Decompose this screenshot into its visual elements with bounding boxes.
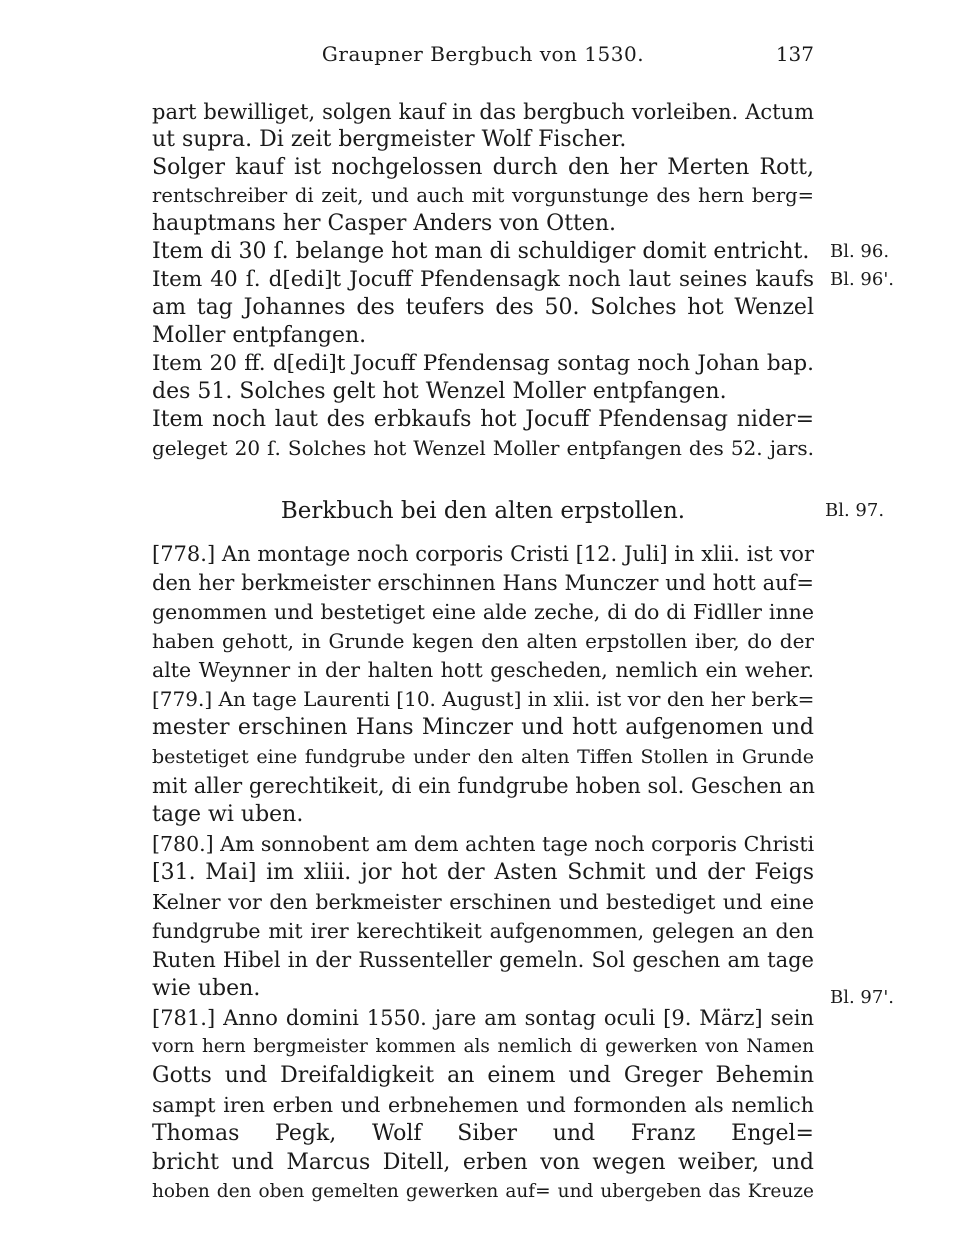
text-line: mester erschinen Hans Minczer und hott aufgenomen und <box>152 715 814 740</box>
text-line: genommen und bestetiget eine alde zeche, di do di Fidller inne <box>152 600 814 624</box>
text-line: hoben den oben gemelten gewerken auf= und ubergeben das Kreuze <box>152 1181 814 1202</box>
text-line: am tag Johannes des teufers des 50. Solches hot Wenzel <box>152 295 814 320</box>
text-line: vorn hern bergmeister kommen als nemlich di gewerken von Namen <box>152 1036 814 1057</box>
text-line: Item noch laut des erbkaufs hot Jocuff Pfendensag nider= <box>152 407 814 432</box>
page-number: 137 <box>775 42 814 66</box>
text-line: bricht und Marcus Ditell, erben von wegen weiber, und <box>152 1150 814 1175</box>
text-line: bestetiget eine fundgrube under den alten Tiffen Stollen in Grunde <box>152 746 814 768</box>
margin-note-folio: Bl. 96'. <box>830 269 895 290</box>
text-line: geleget 20 ſ. Solches hot Wenzel Moller entpfangen des 52. jars. <box>152 436 814 460</box>
text-line: sampt iren erben und erbnehemen und formonden als nemlich <box>152 1093 814 1117</box>
running-head: Graupner Bergbuch von 1530. <box>321 42 645 66</box>
text-line: Item 20 ff. d[edi]t Jocuff Pfendensag sontag noch Johan bap. <box>152 351 814 376</box>
text-line: [31. Mai] im xliii. jor hot der Asten Schmit und der Feigs <box>152 860 814 885</box>
text-line: [779.] An tage Laurenti [10. August] in xlii. ist vor den her berk= <box>152 687 815 711</box>
text-line: Item 40 ſ. d[edi]t Jocuff Pfendensagk noch laut seines kaufs <box>152 267 814 292</box>
text-line: tage wi uben. <box>152 802 304 827</box>
text-line: [778.] An montage noch corporis Cristi [12. Juli] in xlii. ist vor <box>152 542 814 566</box>
text-line: alte Weynner in der halten hott gescheden, nemlich ein weher. <box>152 658 814 682</box>
text-line: haben gehott, in Grunde kegen den alten erpstollen iber, do der <box>152 629 814 653</box>
page-header <box>152 42 814 72</box>
section-title: Berkbuch bei den alten erpstollen. <box>280 498 686 524</box>
text-line: hauptmans her Casper Anders von Otten. <box>152 211 617 236</box>
margin-note-folio: Bl. 97. <box>825 500 885 521</box>
text-line: [780.] Am sonnobent am dem achten tage noch corporis Christi <box>152 832 815 856</box>
text-line: Ruten Hibel in der Russenteller gemeln. Sol geschen am tage <box>152 948 814 972</box>
text-line: Item di 30 ſ. belange hot man di schuldiger domit entricht. <box>152 239 810 264</box>
text-line: ut supra. Di zeit bergmeister Wolf Fischer. <box>152 127 627 152</box>
text-line: fundgrube mit irer kerechtikeit aufgenommen, gelegen an den <box>152 919 814 943</box>
text-line: des 51. Solches gelt hot Wenzel Moller entpfangen. <box>152 379 727 404</box>
text-line: den her berkmeister erschinnen Hans Munczer und hott auf= <box>152 571 814 595</box>
text-line: Moller entpfangen. <box>152 323 367 348</box>
text-line: [781.] Anno domini 1550. jare am sontag oculi [9. März] sein <box>152 1006 814 1030</box>
text-line: mit aller gerechtikeit, di ein fundgrube hoben sol. Geschen an <box>152 774 815 798</box>
text-line: Thomas Pegk, Wolf Siber und Franz Engel= <box>152 1121 814 1146</box>
text-line: Gotts und Dreifaldigkeit an einem und Greger Behemin <box>152 1063 814 1088</box>
text-line: Kelner vor den berkmeister erschinen und bestediget und eine <box>152 890 814 914</box>
margin-note-folio: Bl. 96. <box>830 241 890 262</box>
text-line: Solger kauf ist nochgelossen durch den her Merten Rott, <box>152 155 814 180</box>
text-line: rentschreiber di zeit, und auch mit vorgunstunge des hern berg= <box>152 184 814 207</box>
text-line: wie uben. <box>152 976 261 1001</box>
text-line: part bewilliget, solgen kauf in das bergbuch vorleiben. Actum <box>152 100 814 124</box>
margin-note-folio: Bl. 97'. <box>830 987 895 1008</box>
